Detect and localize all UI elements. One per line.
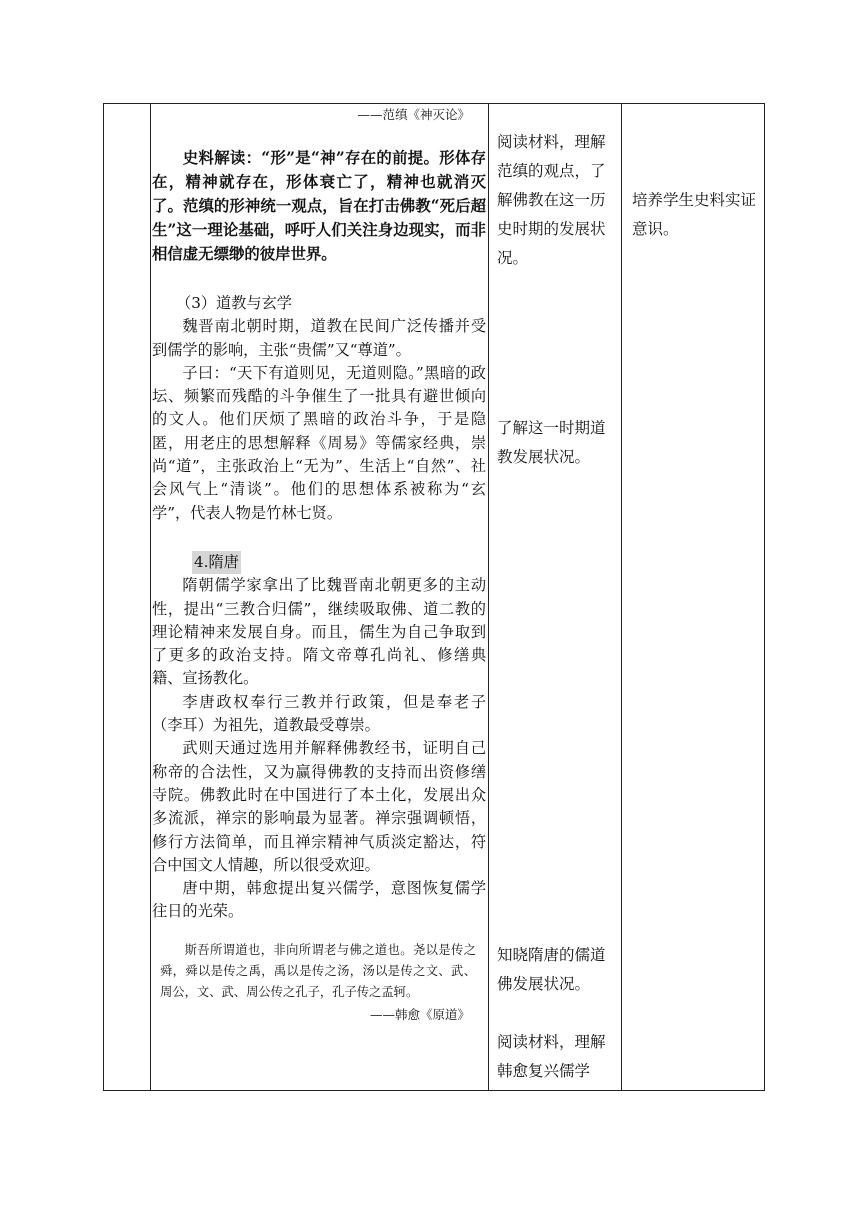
- paragraph-daoism: 魏晋南北朝时期，道教在民间广泛传播并受到儒学的影响，主张“贵儒”又“尊道”。: [152, 317, 486, 359]
- column-divider: [488, 104, 489, 1090]
- lesson-table: [103, 103, 765, 1091]
- subsection-title: （3）道教与玄学: [176, 294, 292, 312]
- citation-fanzhen: ——范缜《神灭论》: [357, 107, 470, 122]
- activity-4: 阅读材料，理解韩愈复兴儒学: [497, 1033, 606, 1080]
- source-interpretation: 史料解读：“形”是“神”存在的前提。形体存在，精神就存在，形体衰亡了，精神也就消灭了。范缜的形神统一观点，旨在打击佛教“死后超生”这一理论基础，呼吁人们关注身边现实，而非相信虚无缥缈的彼岸世界。: [152, 149, 486, 263]
- activity-1: 阅读材料，理解范缜的观点，了解佛教在这一历史时期的发展状况。: [497, 133, 606, 267]
- activity-3: 知晓隋唐的儒道佛发展状况。: [497, 946, 606, 993]
- content-column: [152, 104, 486, 1027]
- paragraph-wuzetian: 武则天通过选用并解释佛教经书，证明自己称帝的合法性，又为赢得佛教的支持而出资修缮寺院。佛教此时在中国进行了本土化，发展出众多流派，禅宗的影响最为显著。禅宗强调顿悟，修行方法简单，而且禅宗精神气质淡定豁达，符合中国文人情趣，所以很受欢迎。: [152, 739, 486, 874]
- purpose-1: 培养学生史料实证意识。: [632, 191, 757, 238]
- citation-hanyu: ——韩愈《原道》: [369, 1006, 470, 1022]
- activity-2: 了解这一时期道教发展状况。: [497, 419, 606, 466]
- paragraph-tang: 李唐政权奉行三教并行政策，但是奉老子（李耳）为祖先，道教最受尊崇。: [152, 692, 486, 735]
- paragraph-xuanxue: 子曰：“天下有道则见，无道则隐。”黑暗的政坛、频繁而残酷的斗争催生了一批具有避世倾向的文人。他们厌烦了黑暗的政治斗争，于是隐匿，用老庄的思想解释《周易》等儒家经典，崇尚“道”，主张政治上“无为”、生活上“自然”、社会风气上“清谈”。他们的思想体系被称为“玄学”，代表人物是竹林七贤。: [152, 363, 486, 522]
- paragraph-sui: 隋朝儒学家拿出了比魏晋南北朝更多的主动性，提出“三教合归儒”，继续吸取佛、道二教的理论精神来发展自身。而且，儒生为自己争取到了更多的政治支持。隋文帝尊孔尚礼、修缮典籍、宣扬教化。: [152, 576, 486, 688]
- section-title-suitang: 4.隋唐: [192, 551, 241, 574]
- column-divider: [621, 104, 622, 1090]
- quote-yuandao: 斯吾所谓道也，非向所谓老与佛之道也。尧以是传之舜，舜以是传之禹，禹以是传之汤，汤以是传之文、武、周公，文、武、周公传之孔子，孔子传之孟轲。: [160, 942, 476, 999]
- column-divider: [150, 104, 151, 1090]
- paragraph-hanyu: 唐中期，韩愈提出复兴儒学，意图恢复儒学往日的光荣。: [152, 879, 486, 921]
